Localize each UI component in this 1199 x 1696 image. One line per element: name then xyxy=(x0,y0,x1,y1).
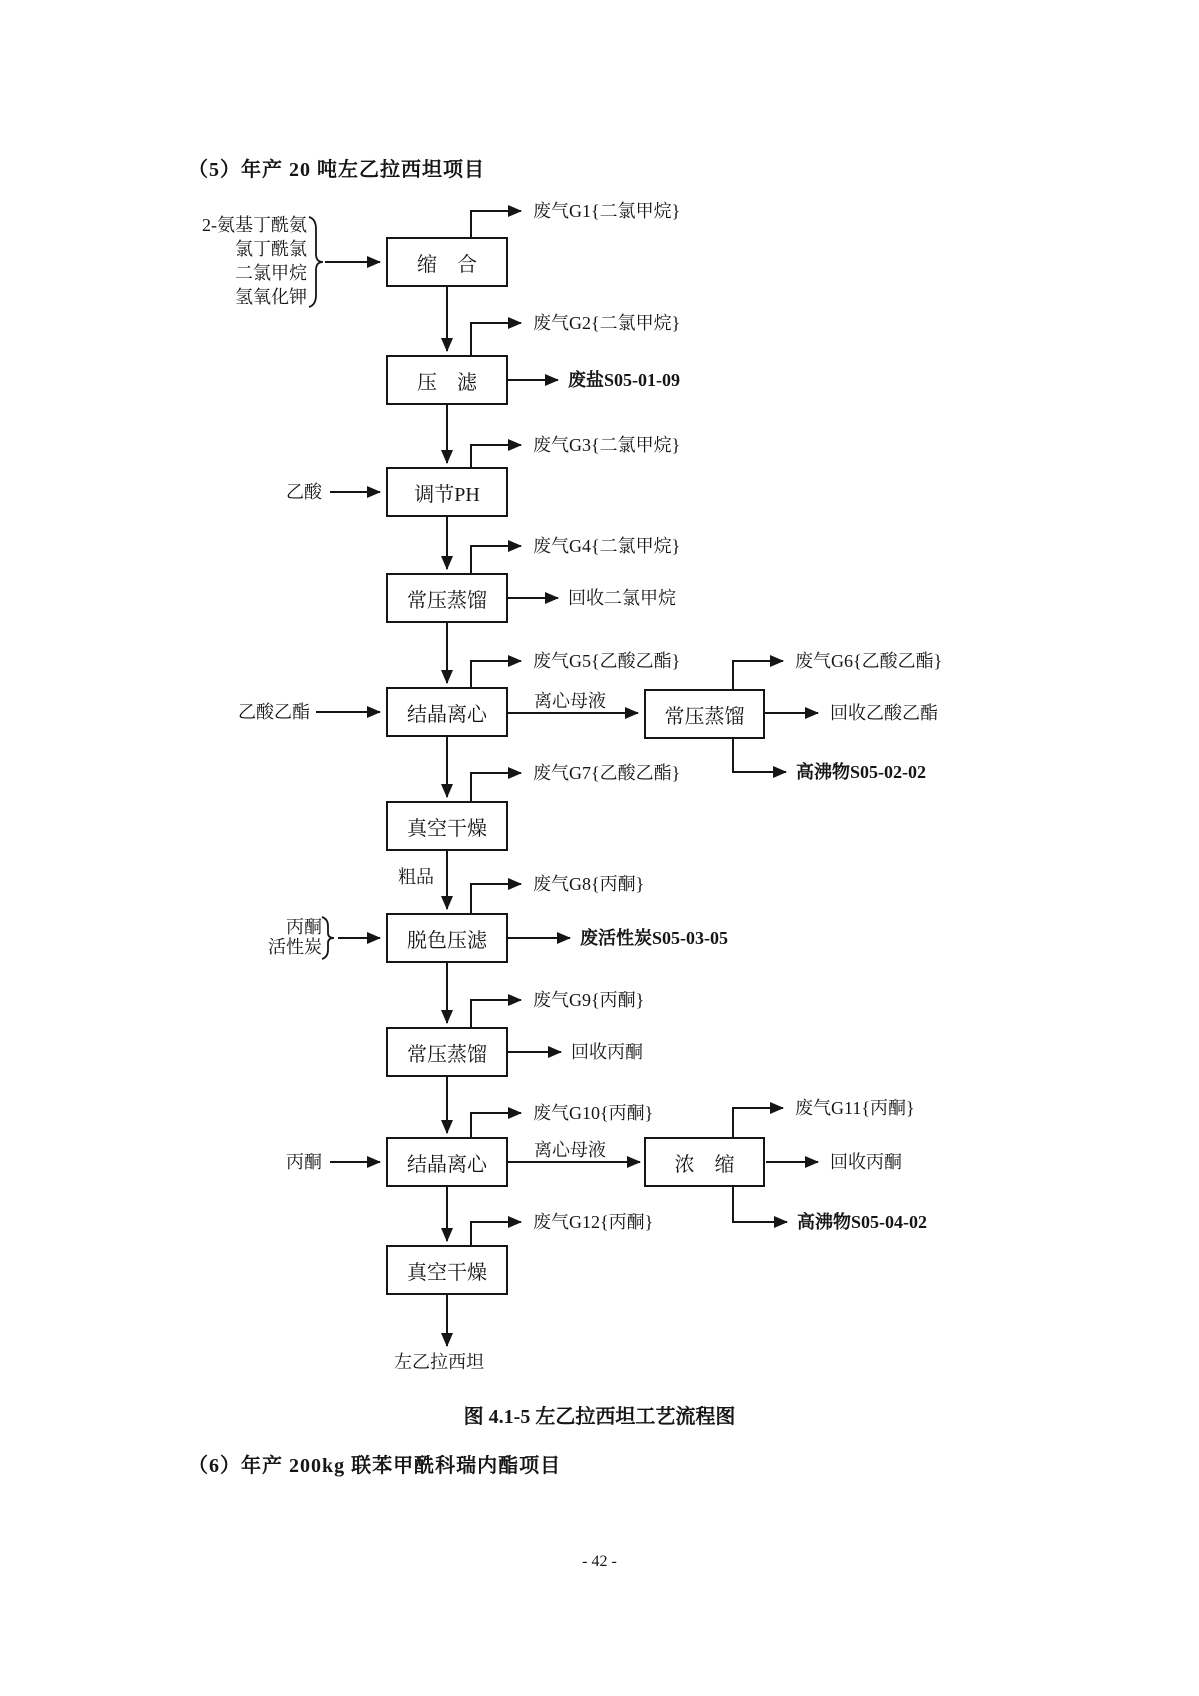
process-box-press-filtration: 压 滤 xyxy=(386,355,508,405)
product-label: 左乙拉西坦 xyxy=(394,1352,484,1372)
section-heading-6: （6）年产 200kg 联苯甲酰科瑞内酯项目 xyxy=(188,1455,562,1477)
process-box-vacuum-drying-2: 真空干燥 xyxy=(386,1245,508,1295)
waste-gas-label-g4: 废气G4{二氯甲烷} xyxy=(533,536,681,556)
process-box-decolorization-press-filtration: 脱色压滤 xyxy=(386,913,508,963)
output-label-recover-ethyl-acetate: 回收乙酸乙酯 xyxy=(830,703,938,723)
process-box-atmospheric-distillation-1: 常压蒸馏 xyxy=(386,573,508,623)
output-label-recover-acetone-1: 回收丙酮 xyxy=(571,1042,643,1062)
output-label-high-boiler-1: 高沸物S05-02-02 xyxy=(796,762,926,782)
waste-gas-label-g10: 废气G10{丙酮} xyxy=(533,1103,654,1123)
process-box-concentration: 浓 缩 xyxy=(644,1137,765,1187)
edge-label-mother-liquor-1: 离心母液 xyxy=(534,691,606,711)
input-line: 2-氨基丁酰氨 xyxy=(202,215,307,235)
process-box-crystallization-centrifugation-2: 结晶离心 xyxy=(386,1137,508,1187)
process-box-atmospheric-distillation-side: 常压蒸馏 xyxy=(644,689,765,739)
waste-gas-label-g2: 废气G2{二氯甲烷} xyxy=(533,313,681,333)
input-label-acetone: 丙酮 xyxy=(286,1152,322,1172)
output-label-high-boiler-2: 高沸物S05-04-02 xyxy=(797,1212,927,1232)
input-label-group2 xyxy=(248,917,322,957)
process-box-vacuum-drying-1: 真空干燥 xyxy=(386,801,508,851)
input-line: 活性炭 xyxy=(268,937,322,957)
input-line: 氢氧化钾 xyxy=(235,287,307,307)
page-number: - 42 - xyxy=(582,1553,617,1570)
waste-gas-label-g5: 废气G5{乙酸乙酯} xyxy=(533,651,681,671)
process-box-atmospheric-distillation-2: 常压蒸馏 xyxy=(386,1027,508,1077)
waste-gas-label-g8: 废气G8{丙酮} xyxy=(533,874,645,894)
waste-gas-label-g3: 废气G3{二氯甲烷} xyxy=(533,435,681,455)
waste-gas-label-g9: 废气G9{丙酮} xyxy=(533,990,645,1010)
input-line: 氯丁酰氯 xyxy=(235,239,307,259)
process-box-ph-adjustment: 调节PH xyxy=(386,467,508,517)
output-label-waste-salt: 废盐S05-01-09 xyxy=(568,370,680,390)
output-label-spent-activated-carbon: 废活性炭S05-03-05 xyxy=(580,928,728,948)
waste-gas-label-g12: 废气G12{丙酮} xyxy=(533,1212,654,1232)
input-line: 丙酮 xyxy=(286,917,322,937)
output-label-recover-dcm: 回收二氯甲烷 xyxy=(568,588,676,608)
output-label-recover-acetone-2: 回收丙酮 xyxy=(830,1152,902,1172)
figure-caption: 图 4.1-5 左乙拉西坦工艺流程图 xyxy=(463,1406,736,1428)
input-label-acetic-acid: 乙酸 xyxy=(286,482,322,502)
process-box-crystallization-centrifugation-1: 结晶离心 xyxy=(386,687,508,737)
input-line: 二氯甲烷 xyxy=(235,263,307,283)
edge-label-crude-product: 粗品 xyxy=(398,867,434,887)
waste-gas-label-g7: 废气G7{乙酸乙酯} xyxy=(533,763,681,783)
edge-label-mother-liquor-2: 离心母液 xyxy=(534,1140,606,1160)
process-box-condensation: 缩 合 xyxy=(386,237,508,287)
input-label-ethyl-acetate: 乙酸乙酯 xyxy=(238,702,310,722)
curly-brace-icon xyxy=(322,917,334,959)
input-label-group1 xyxy=(170,213,307,309)
waste-gas-label-g6: 废气G6{乙酸乙酯} xyxy=(795,651,943,671)
waste-gas-label-g11: 废气G11{丙酮} xyxy=(795,1098,915,1118)
waste-gas-label-g1: 废气G1{二氯甲烷} xyxy=(533,201,681,221)
curly-brace-icon xyxy=(309,217,323,307)
section-heading-5: （5）年产 20 吨左乙拉西坦项目 xyxy=(188,159,485,181)
